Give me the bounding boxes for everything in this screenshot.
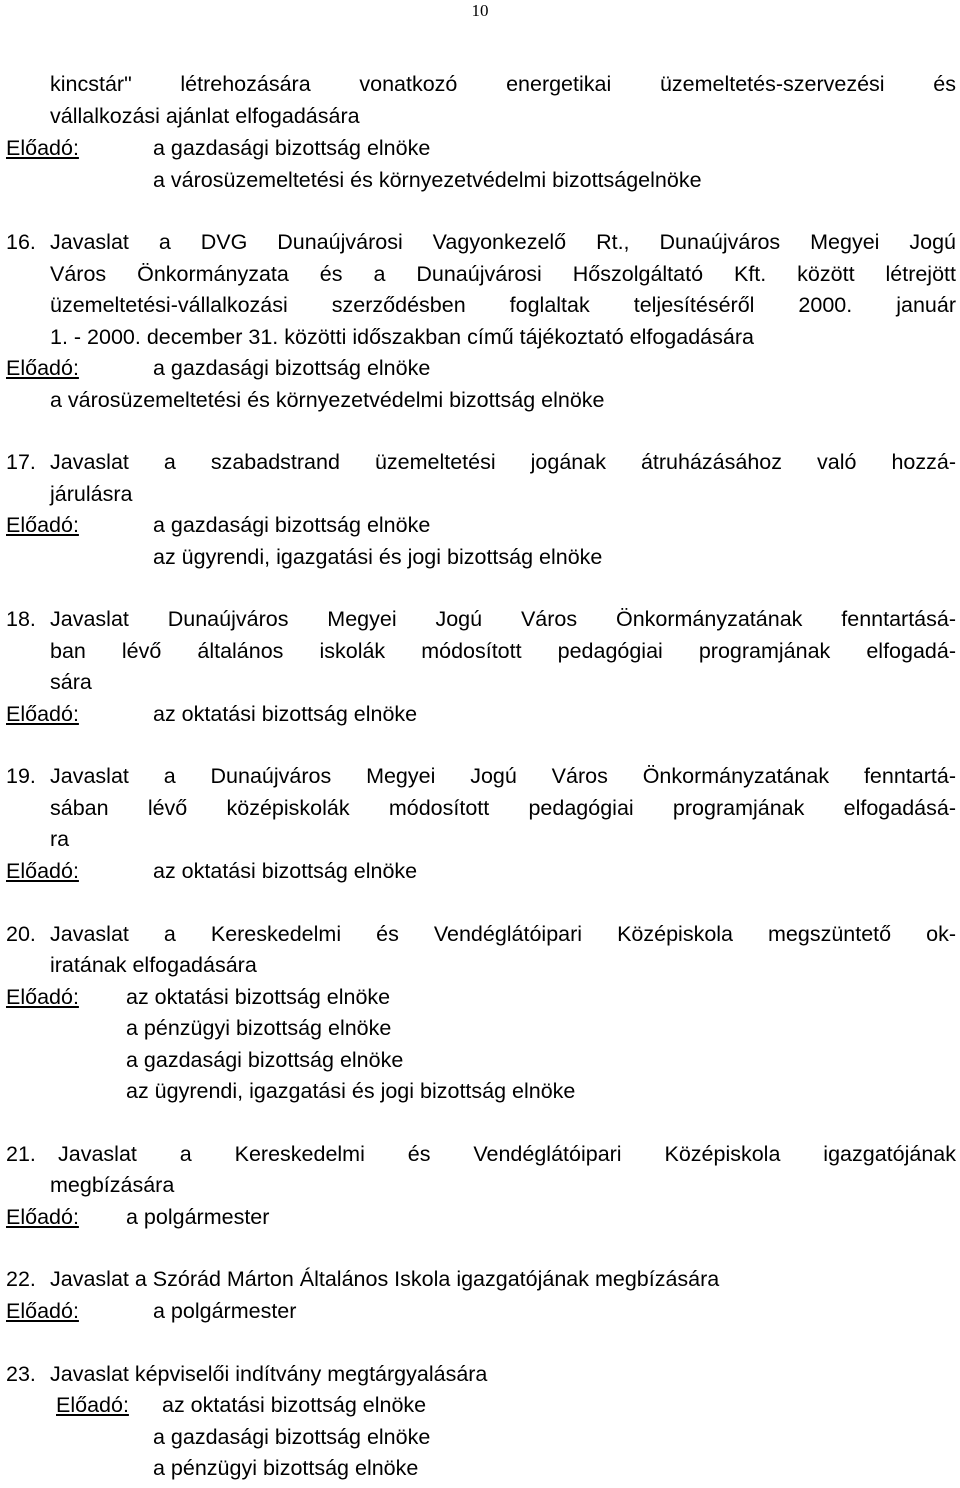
item-number: 20. [6, 922, 36, 946]
presenter-label: Előadó: [6, 356, 79, 380]
item-line: iratának elfogadására [50, 953, 257, 977]
presenter-label: Előadó: [6, 1299, 79, 1323]
item-number: 23. [6, 1362, 36, 1386]
item-line: ra [50, 827, 70, 851]
item-line: Város Önkormányzata és a Dunaújvárosi Hőszolgáltató Kft. között létrejött [50, 262, 956, 286]
presenter: az oktatási bizottság elnöke [126, 985, 391, 1009]
presenter: az oktatási bizottság elnöke [153, 859, 418, 883]
item-line: Javaslat képviselői indítvány megtárgyalására [50, 1362, 488, 1386]
item-line: sában lévő középiskolák módosított pedagógiai programjának elfogadásá- [50, 796, 956, 820]
presenter: a polgármester [153, 1299, 297, 1323]
item-line: üzemeltetési-vállalkozási szerződésben foglaltak teljesítéséről 2000. január [50, 293, 956, 317]
presenter: a városüzemeltetési és környezetvédelmi bizottságelnöke [153, 168, 702, 192]
presenter: az oktatási bizottság elnöke [153, 702, 418, 726]
presenter: a gazdasági bizottság elnöke [153, 356, 431, 380]
item-number: 18. [6, 607, 36, 631]
item-line: Javaslat a szabadstrand üzemeltetési jogának átruházásához való hozzá- [50, 450, 956, 474]
presenter-label: Előadó: [6, 985, 79, 1009]
presenter: a pénzügyi bizottság elnöke [126, 1016, 392, 1040]
presenter-label: Előadó: [6, 1205, 79, 1229]
presenter: a gazdasági bizottság elnöke [153, 136, 431, 160]
presenter: az oktatási bizottság elnöke [162, 1393, 427, 1417]
presenter-label: Előadó: [6, 859, 79, 883]
item-line: 1. - 2000. december 31. közötti időszakban című tájékoztató elfogadására [50, 325, 754, 349]
presenter: a városüzemeltetési és környezetvédelmi bizottság elnöke [50, 388, 605, 412]
presenter: a gazdasági bizottság elnöke [153, 513, 431, 537]
intro-line: vállalkozási ajánlat elfogadására [50, 104, 360, 128]
presenter: a polgármester [126, 1205, 270, 1229]
item-line: Javaslat a Kereskedelmi és Vendéglátóipari Középiskola igazgatójának [58, 1142, 956, 1166]
page-number: 10 [471, 1, 489, 20]
presenter: az ügyrendi, igazgatási és jogi bizottság elnöke [153, 545, 603, 569]
item-line: járulásra [50, 482, 133, 506]
presenter: az ügyrendi, igazgatási és jogi bizottság elnöke [126, 1079, 576, 1103]
item-line: sára [50, 670, 92, 694]
item-number: 17. [6, 450, 36, 474]
item-line: Javaslat a Dunaújváros Megyei Jogú Város Önkormányzatának fenntartá- [50, 764, 956, 788]
item-number: 21. [6, 1142, 36, 1166]
presenter-label: Előadó: [6, 702, 79, 726]
presenter: a gazdasági bizottság elnöke [153, 1425, 431, 1449]
presenter: a pénzügyi bizottság elnöke [153, 1456, 419, 1480]
item-line: Javaslat a Szórád Márton Általános Iskola igazgatójának megbízására [50, 1267, 720, 1291]
presenter-label: Előadó: [6, 513, 79, 537]
item-line: ban lévő általános iskolák módosított pedagógiai programjának elfogadá- [50, 639, 956, 663]
item-line: Javaslat a DVG Dunaújvárosi Vagyonkezelő Rt., Dunaújváros Megyei Jogú [50, 230, 956, 254]
item-number: 22. [6, 1267, 36, 1291]
item-line: Javaslat a Kereskedelmi és Vendéglátóipari Középiskola megszüntető ok- [50, 922, 956, 946]
presenter: a gazdasági bizottság elnöke [126, 1048, 404, 1072]
item-line: Javaslat Dunaújváros Megyei Jogú Város Önkormányzatának fenntartásá- [50, 607, 956, 631]
intro-line: kincstár" létrehozására vonatkozó energetikai üzemeltetés-szervezési és [50, 72, 956, 96]
presenter-label: Előadó: [56, 1393, 129, 1417]
item-number: 19. [6, 764, 36, 788]
presenter-label: Előadó: [6, 136, 79, 160]
item-line: megbízására [50, 1173, 175, 1197]
item-number: 16. [6, 230, 36, 254]
